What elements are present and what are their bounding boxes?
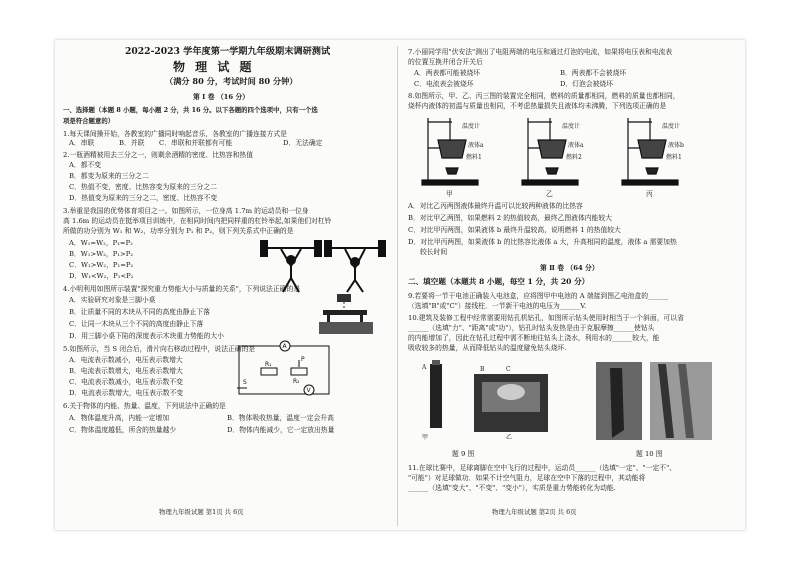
question-7-option-c: C．电流表会被烧坏 xyxy=(414,80,474,88)
question-9-cont: （选填"B"或"C"）接线柱．一节新干电池的电压为______V. xyxy=(408,302,587,310)
question-7: 7.小丽同学用"伏安法"测出了电阻两端的电压和通过灯泡的电流，如果将电压表和电流表 xyxy=(408,48,673,56)
caption-jia: 甲 xyxy=(446,190,453,198)
question-6-option-d: D．物体内能减少，它一定放出热量 xyxy=(227,426,335,434)
table-block-figure xyxy=(317,292,375,336)
question-2-option-c: C．热值不变，密度、比热容变为原来的三分之二 xyxy=(69,183,217,191)
question-8-option-d-cont: 较长时间 xyxy=(420,248,448,256)
question-9: 9.若要将一节干电池正确装入电池盒，应将图甲中电池的 A 端接到图乙电池盒的______ xyxy=(408,292,669,300)
caption-fig9-jia: 甲 xyxy=(422,434,429,441)
svg-text:V: V xyxy=(306,387,311,394)
page-1-footer: 物理九年级试题 第1页 共 6页 xyxy=(159,508,244,516)
part1-title: 第 Ⅰ 卷 （16 分） xyxy=(193,93,250,101)
question-7-option-b: B．两表都不会被烧坏 xyxy=(560,69,627,77)
page-divider xyxy=(397,46,398,526)
question-3: 3.举重是我国的优势体育项目之一。如图所示，一位身高 1.7m 的运动员和一位身 xyxy=(63,207,309,215)
question-1-option-c: C．串联和并联都有可能 xyxy=(159,139,233,147)
svg-text:P: P xyxy=(301,356,305,363)
exam-sheet xyxy=(55,40,745,530)
label-liquid-a-2: 液体a xyxy=(568,142,584,149)
question-3-option-b: B．W₁>W₂，P₁>P₂ xyxy=(69,250,133,258)
section1-heading: 一、选择题（本题 8 小题，每小题 2 分，共 16 分。以下各题的四个选项中，只有一个选 xyxy=(63,106,318,114)
question-5-option-a: A．电流表示数减小，电压表示数增大 xyxy=(69,356,183,364)
exam-page-2 xyxy=(400,40,745,530)
question-3-option-c: C．W₁>W₂，P₁=P₂ xyxy=(69,261,134,269)
label-thermometer-1: 温度计 xyxy=(462,123,481,130)
question-1-option-a: A．串联 xyxy=(69,139,95,147)
label-terminal-c: C xyxy=(506,366,511,373)
question-4-option-d: D．用三脚小桌下陷的深度表示木块重力势能的大小 xyxy=(69,332,224,340)
label-liquid-b: 液体b xyxy=(668,142,684,149)
caption-fig9: 题 9 图 xyxy=(452,450,475,458)
question-8-option-d: D．对比甲丙两图，如果液体 b 的比热容比液体 a 大，升高相同的温度，液体 a 需要加热 xyxy=(408,238,677,246)
question-6-option-a: A．物体温度升高，内能一定增加 xyxy=(69,414,170,422)
question-6: 6.关于物体的内能、热量、温度，下列说法中正确的是 xyxy=(63,402,226,410)
question-10: 10.建筑及装修工程中经常需要用钻孔机钻孔，如图所示钻头使用时相当于一个斜面，可以省 xyxy=(408,314,684,322)
label-fuel1-1: 燃料1 xyxy=(466,154,482,161)
question-6-option-c: C．物体温度越低，所含的热量越少 xyxy=(69,426,177,434)
question-4: 4.小明利用如图所示装置"探究重力势能大小与质量的关系"，下列说法正确的是 xyxy=(63,285,301,293)
subject-title: 物 理 试 题 xyxy=(173,60,255,74)
question-10-cont-3: 吸收较多的热量，从而降低钻头的温度避免钻头烧坏. xyxy=(408,344,567,352)
label-thermometer-3: 温度计 xyxy=(662,123,681,130)
label-liquid-a-1: 液体a xyxy=(468,142,484,149)
question-2-option-d: D．热值变为原来的三分之二，密度、比热容不变 xyxy=(69,194,218,202)
question-8-cont: 烧杯内液体的初温与质量也相同，不考虑热量损失且液体均未沸腾，下列选项正确的是 xyxy=(408,102,667,110)
label-thermometer-2: 温度计 xyxy=(562,123,581,130)
score-info: （满分 80 分，考试时间 80 分钟） xyxy=(165,76,298,86)
svg-text:A: A xyxy=(282,343,287,350)
question-11-cont-1: "可能"）对足球做功．如果不计空气阻力，足球在空中下落的过程中，其动能将 xyxy=(408,474,646,482)
question-4-option-a: A．实验研究对象是三脚小桌 xyxy=(69,296,156,304)
question-2-option-a: A．都不变 xyxy=(69,161,102,169)
question-7-option-d: D．灯泡会被烧坏 xyxy=(560,80,614,88)
question-8-option-c: C．对比甲丙两图，如果液体 b 最终升温较高，说明燃料 1 的热值较大 xyxy=(408,226,621,234)
question-7-option-a: A．两表都可能被烧坏 xyxy=(414,69,481,77)
question-8: 8.如图所示，甲、乙、丙三图的装置完全相同，燃料的质量都相同，燃料的质量也都相同， xyxy=(408,92,680,100)
exam-title: 2022-2023 学年度第一学期九年级期末调研测试 xyxy=(125,46,331,57)
label-terminal-b: B xyxy=(480,366,485,373)
question-10-cont-2: 的内能增加了，因此在钻孔过程中需不断地往钻头上浇水，利用水的______较大，能 xyxy=(408,334,660,342)
question-1-option-d: D．无法确定 xyxy=(283,139,323,147)
page-2-footer: 物理九年级试题 第2页 共 6页 xyxy=(492,508,577,516)
question-1-option-b: B．并联 xyxy=(119,139,145,147)
caption-bing: 丙 xyxy=(646,190,653,198)
question-6-option-b: B．物体吸收热量，温度一定会升高 xyxy=(227,414,334,422)
question-4-option-c: C．让同一木块从三个不同的高度由静止下落 xyxy=(69,320,204,328)
battery-drill-figures xyxy=(426,360,716,446)
part2-title: 第 Ⅱ 卷 （64 分） xyxy=(540,264,599,272)
svg-text:R₁: R₁ xyxy=(265,361,272,368)
question-2-option-b: B．都变为原来的三分之二 xyxy=(69,172,149,180)
question-8-option-a: A．对比乙丙两图液体最终升温可以比较两种液体的比热容 xyxy=(408,202,583,210)
question-5-option-c: C．电流表示数减小，电压表示数不变 xyxy=(69,378,183,386)
label-fuel1-3: 燃料1 xyxy=(666,154,682,161)
circuit-diagram xyxy=(235,340,335,402)
svg-text:S: S xyxy=(243,379,247,386)
question-5-option-b: B．电流表示数增大，电压表示数增大 xyxy=(69,367,183,375)
svg-text:R₂: R₂ xyxy=(293,378,300,385)
question-5-option-d: D．电流表示数增大，电压表示数不变 xyxy=(69,389,184,397)
caption-fig10: 题 10 图 xyxy=(636,450,663,458)
question-1: 1.每天课间操开始，各教室的广播同时响起音乐，各教室的广播连接方式是 xyxy=(63,130,287,138)
question-7-cont: 的位置互换并闭合开关后 xyxy=(408,58,483,66)
question-10-cont-1: ______（选填"力"、"距离"或"功"），钻孔时钻头发热是由于克服摩擦______使钻头 xyxy=(408,324,655,332)
question-3-cont-1: 高 1.6m 的运动员在挺举项目训练中，在相同时间内把同样重的杠铃举起,如果他们对杠铃 xyxy=(63,217,332,225)
question-5: 5.如图所示，当 S 闭合后，滑片向右移动过程中，说法正确的是 xyxy=(63,345,256,353)
question-2: 2.一瓶酒精被用去三分之一，则剩余酒精的密度、比热容和热值 xyxy=(63,151,253,159)
question-8-option-b: B．对比甲乙两图，如果燃料 2 的热值较高，最终乙图液体内能较大 xyxy=(408,214,612,222)
question-3-option-a: A．W₁=W₂，P₁=P₂ xyxy=(69,239,133,247)
caption-yi: 乙 xyxy=(546,190,553,198)
exam-page-1 xyxy=(55,40,395,530)
caption-fig9-yi: 乙 xyxy=(506,434,513,441)
question-11-cont-2: ______（选填"变大"、"不变"、"变小"），实质是重力势能转化为动能. xyxy=(408,484,616,492)
section1-heading-cont: 项是符合题意的） xyxy=(63,117,115,125)
question-3-cont-2: 所做的功分别为 W₁ 和 W₂，功率分别为 P₁ 和 P₂，则下列关系式中正确的是 xyxy=(63,227,294,235)
question-11: 11.在球比赛中，足球离脚在空中飞行的过程中，运动员______（选填"一定"、"一定不"、 xyxy=(408,464,677,472)
label-end-a: A xyxy=(422,364,427,371)
question-4-option-b: B．让质量不同的木块从不同的高度由静止下落 xyxy=(69,308,210,316)
question-3-option-d: D．W₁<W₂，P₁<P₂ xyxy=(69,272,134,280)
section2-heading: 二、填空题（本题共 8 小题，每空 1 分，共 20 分） xyxy=(408,277,590,286)
label-fuel2: 燃料2 xyxy=(566,154,582,161)
